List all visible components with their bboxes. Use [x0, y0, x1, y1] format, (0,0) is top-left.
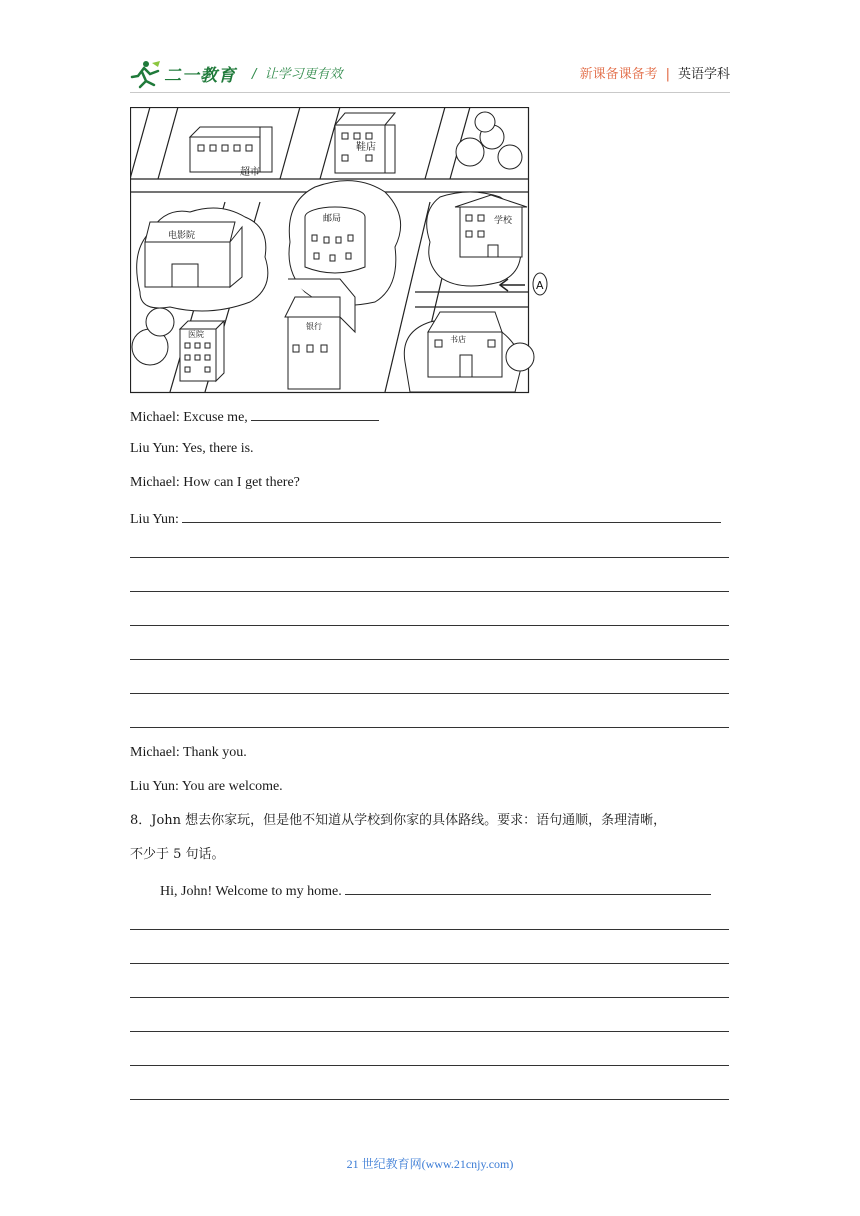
- hospital-label: 医院: [188, 330, 204, 339]
- header-separator: |: [665, 67, 670, 82]
- answer-blank[interactable]: [251, 406, 379, 421]
- answer-blank[interactable]: [345, 880, 711, 895]
- shoe-store-label: 鞋店: [356, 142, 376, 153]
- question-8-prompt-cont: 不少于 5 句话。: [130, 847, 225, 862]
- post-office-label: 邮局: [323, 214, 342, 224]
- answer-blank[interactable]: [182, 508, 721, 523]
- question-8-starter: Hi, John! Welcome to my home.: [160, 880, 711, 901]
- supermarket-label: 超市: [240, 167, 260, 178]
- header-course-label: 新课备课备考: [579, 67, 658, 82]
- dialogue-line-liu-1: Liu Yun: Yes, there is.: [130, 441, 254, 456]
- question-8-prompt: 8．John 想去你家玩，但是他不知道从学校到你家的具体路线。要求：语句通顺，条理清晰，: [130, 813, 667, 828]
- page-header: [130, 55, 730, 91]
- header-slogan: / 让学习更有效: [252, 67, 343, 82]
- start-marker-label: A: [536, 279, 544, 292]
- town-map-image: [130, 107, 550, 394]
- answer-line[interactable]: [130, 1065, 729, 1066]
- bank-label: 银行: [306, 322, 322, 331]
- school-label: 学校: [494, 216, 513, 226]
- bookstore-label: 书店: [450, 335, 466, 344]
- answer-line[interactable]: [130, 1099, 729, 1100]
- dialogue-line-michael-3: Michael: Thank you.: [130, 745, 247, 760]
- cinema-label: 电影院: [168, 231, 196, 241]
- answer-line[interactable]: [130, 963, 729, 964]
- answer-line[interactable]: [130, 929, 729, 930]
- answer-line[interactable]: [130, 625, 729, 626]
- answer-line[interactable]: [130, 659, 729, 660]
- dialogue-line-liu-2: Liu Yun:: [130, 508, 721, 529]
- dialogue-line-michael-2: Michael: How can I get there?: [130, 475, 300, 490]
- answer-line[interactable]: [130, 693, 729, 694]
- dialogue-line-liu-3: Liu Yun: You are welcome.: [130, 779, 283, 794]
- answer-line[interactable]: [130, 727, 729, 728]
- answer-line[interactable]: [130, 557, 729, 558]
- page-footer: 21 世纪教育网(www.21cnjy.com): [346, 1157, 514, 1171]
- answer-line[interactable]: [130, 1031, 729, 1032]
- header-subject: [580, 63, 730, 82]
- header-divider: [130, 92, 730, 93]
- answer-line[interactable]: [130, 997, 729, 998]
- answer-line[interactable]: [130, 591, 729, 592]
- dialogue-line-michael-1: Michael: Excuse me,: [130, 406, 379, 427]
- header-subject-label: 英语学科: [677, 67, 730, 82]
- logo-text: 二一教育: [164, 66, 236, 86]
